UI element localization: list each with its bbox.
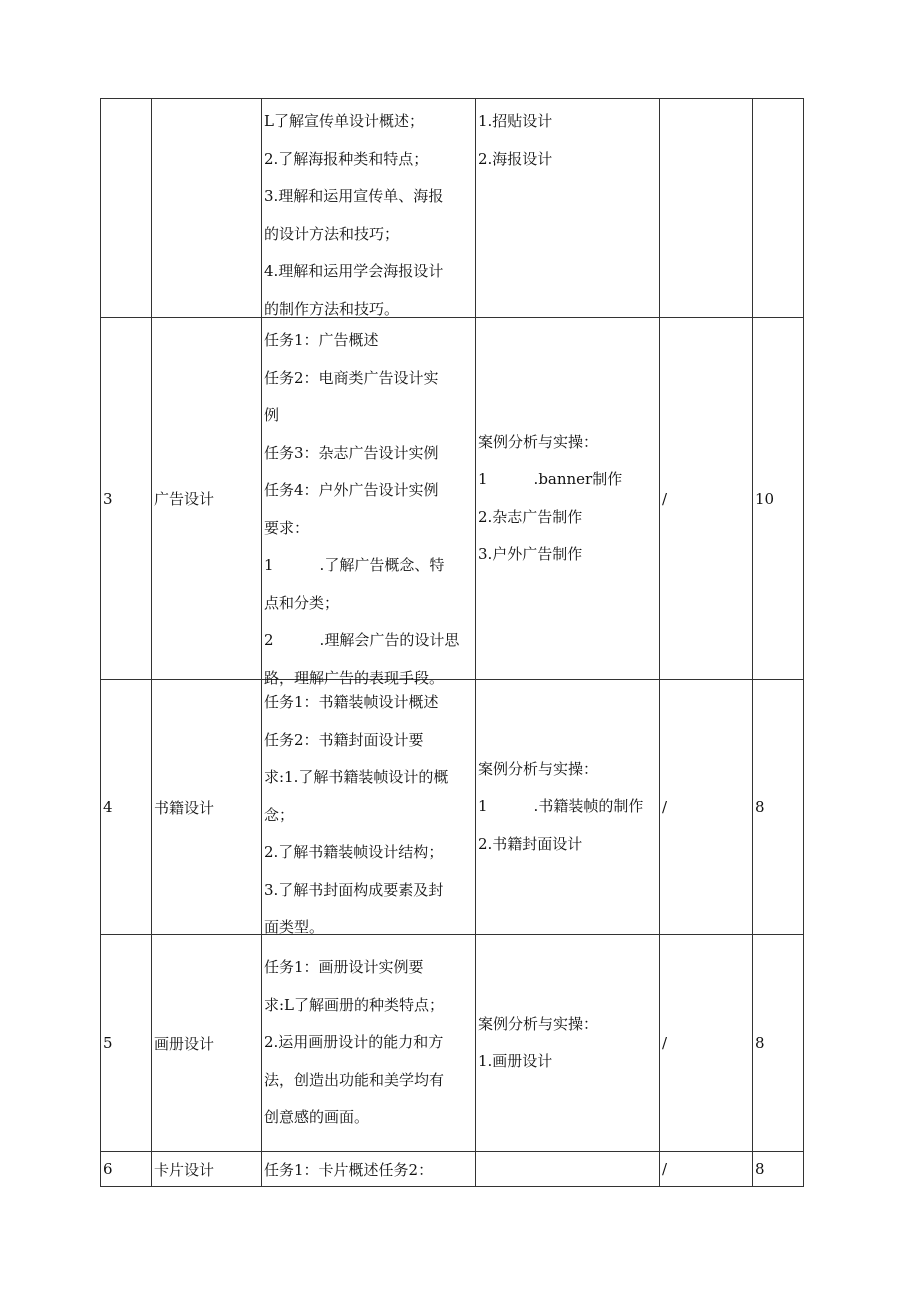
practice-cell: [476, 99, 660, 318]
content-line: 任务3：杂志广告设计实例: [264, 443, 439, 462]
practice-line: 1 .书籍装帧的制作: [478, 797, 644, 816]
content-line: L了解宣传单设计概述；: [264, 112, 424, 130]
practice-line: 1.画册设计: [478, 1052, 553, 1070]
mark-cell: [660, 99, 753, 318]
mark-cell: /: [660, 1152, 753, 1187]
table-row: [101, 935, 804, 1152]
content-line: 要求：: [264, 518, 310, 537]
content-line: 任务1：广告概述: [264, 331, 379, 349]
table-row: [101, 1152, 804, 1187]
row-number-cell: 4: [101, 680, 152, 935]
row-title-cell: 广告设计: [152, 318, 262, 680]
practice-cell: [476, 935, 660, 1152]
content-line: 2.了解海报种类和特点；: [264, 149, 429, 168]
content-line: 求:1.了解书籍装帧设计的概: [264, 768, 449, 786]
content-line: 面类型。: [264, 918, 325, 936]
course-table: [100, 98, 804, 1187]
hours-cell: 8: [753, 680, 804, 935]
practice-cell: [476, 318, 660, 680]
row-number-cell: 3: [101, 318, 152, 680]
hours-cell: 8: [753, 1152, 804, 1187]
content-line: 念；: [264, 805, 295, 824]
content-line: 3.了解书封面构成要素及封: [264, 880, 444, 899]
content-line: 任务4：户外广告设计实例: [264, 481, 439, 499]
practice-line: 2.书籍封面设计: [478, 834, 583, 853]
hours-cell: 10: [753, 318, 804, 680]
row-title-cell: 书籍设计: [152, 680, 262, 935]
content-line: 任务2：电商类广告设计实: [264, 368, 439, 387]
practice-line: 3.户外广告制作: [478, 545, 583, 563]
content-line: 创意感的画面。: [264, 1108, 370, 1127]
practice-line: 2.杂志广告制作: [478, 507, 583, 526]
content-cell: [262, 935, 476, 1152]
table-row: [101, 680, 804, 935]
content-line: 例: [264, 406, 280, 424]
content-line: 4.理解和运用学会海报设计: [264, 262, 444, 280]
content-line: 求:L了解画册的种类特点；: [264, 995, 445, 1014]
content-line: 3.理解和运用宣传单、海报: [264, 187, 444, 205]
row-number-cell: 5: [101, 935, 152, 1152]
content-line: 任务1：画册设计实例要: [264, 958, 424, 977]
content-line: 任务2：书籍封面设计要: [264, 730, 424, 749]
content-line: 的制作方法和技巧。: [264, 299, 400, 318]
mark-cell: /: [660, 935, 753, 1152]
table-row: [101, 99, 804, 318]
practice-line: 1.招贴设计: [478, 112, 553, 130]
hours-cell: [753, 99, 804, 318]
content-line: 法，创造出功能和美学均有: [264, 1070, 445, 1089]
content-line: 2.了解书籍装帧设计结构；: [264, 843, 444, 861]
practice-line: 1 .banner制作: [478, 470, 623, 488]
practice-cell: [476, 1152, 660, 1187]
content-cell: [262, 680, 476, 935]
content-cell: 任务1：卡片概述任务2：: [262, 1152, 476, 1187]
hours-cell: 8: [753, 935, 804, 1152]
row-number-cell: 6: [101, 1152, 152, 1187]
mark-cell: /: [660, 680, 753, 935]
content-line: 2 .理解会广告的设计思: [264, 631, 460, 649]
practice-line: 2.海报设计: [478, 149, 553, 168]
mark-cell: /: [660, 318, 753, 680]
practice-cell: [476, 680, 660, 935]
practice-line: 案例分析与实操：: [478, 759, 599, 778]
practice-line: 案例分析与实操：: [478, 1014, 599, 1033]
content-line: 路，理解广告的表现手段。: [264, 668, 445, 687]
row-number-cell: [101, 99, 152, 318]
content-cell: [262, 318, 476, 687]
row-title-cell: 画册设计: [152, 935, 262, 1152]
content-cell: [262, 99, 476, 318]
content-line: 2.运用画册设计的能力和方: [264, 1033, 444, 1052]
content-line: 的设计方法和技巧；: [264, 224, 400, 243]
content-line: 任务1：书籍装帧设计概述: [264, 693, 439, 711]
content-line: 点和分类；: [264, 593, 340, 612]
content-line: 1 .了解广告概念、特: [264, 556, 445, 574]
row-title-cell: [152, 99, 262, 318]
row-title-cell: 卡片设计: [152, 1152, 262, 1187]
practice-line: 案例分析与实操：: [478, 432, 599, 451]
table-row: [101, 318, 804, 680]
